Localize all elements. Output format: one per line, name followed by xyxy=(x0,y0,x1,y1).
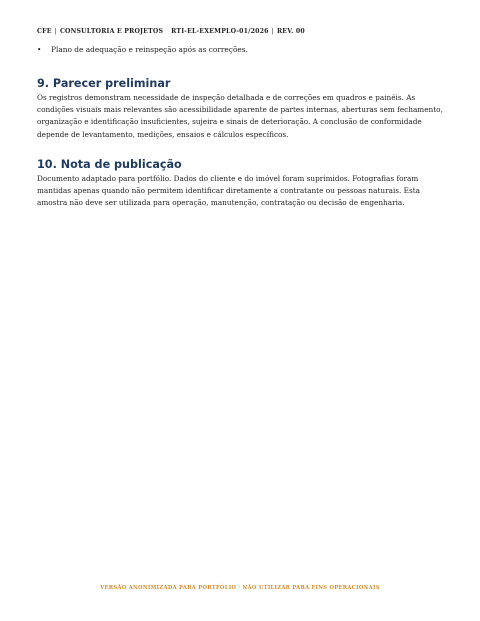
list-item xyxy=(37,45,248,54)
section-heading: 9. Parecer preliminar xyxy=(37,77,171,90)
header-revision: REV. 00 xyxy=(276,28,305,35)
list-item-text: Plano de adequação e reinspeção após as correções. xyxy=(51,45,248,54)
section-heading: 10. Nota de publicação xyxy=(37,158,182,171)
section-parecer-preliminar xyxy=(37,77,443,141)
header-separator: | xyxy=(54,28,57,35)
page-header xyxy=(37,28,305,35)
section-nota-de-publicacao xyxy=(37,158,443,210)
bullet-icon: • xyxy=(37,45,42,54)
header-doc-id: RTI-EL-EXEMPLO-01/2026 xyxy=(171,28,269,35)
header-company: CONSULTORIA E PROJETOS xyxy=(59,28,164,35)
page-footer: VERSÃO ANONIMIZADA PARA PORTFÓLIO · NÃO UTILIZAR PARA FINS OPERACIONAIS xyxy=(100,585,380,591)
header-org: CFE xyxy=(37,28,52,35)
header-separator-2: | xyxy=(271,28,274,35)
section-body: Documento adaptado para portfólio. Dados do cliente e do imóvel foram suprimidos. Fotografias foram mantidas apenas quando não permitem identificar diretamente a contratante ou pessoas naturais. Esta amostra não deve ser utilizada para operação, manutenção, contratação ou decisão de engenharia. xyxy=(37,174,421,208)
section-body: Os registros demonstram necessidade de inspeção detalhada e de correções em quadros e painéis. As condições visuais mais relevantes são acessibilidade aparente de partes internas, aberturas sem fechamento, organização e identificação insuficientes, sujeira e sinais de deterioração. A conclusão de conformidade depende de levantamento, medições, ensaios e cálculos específicos. xyxy=(37,93,443,139)
